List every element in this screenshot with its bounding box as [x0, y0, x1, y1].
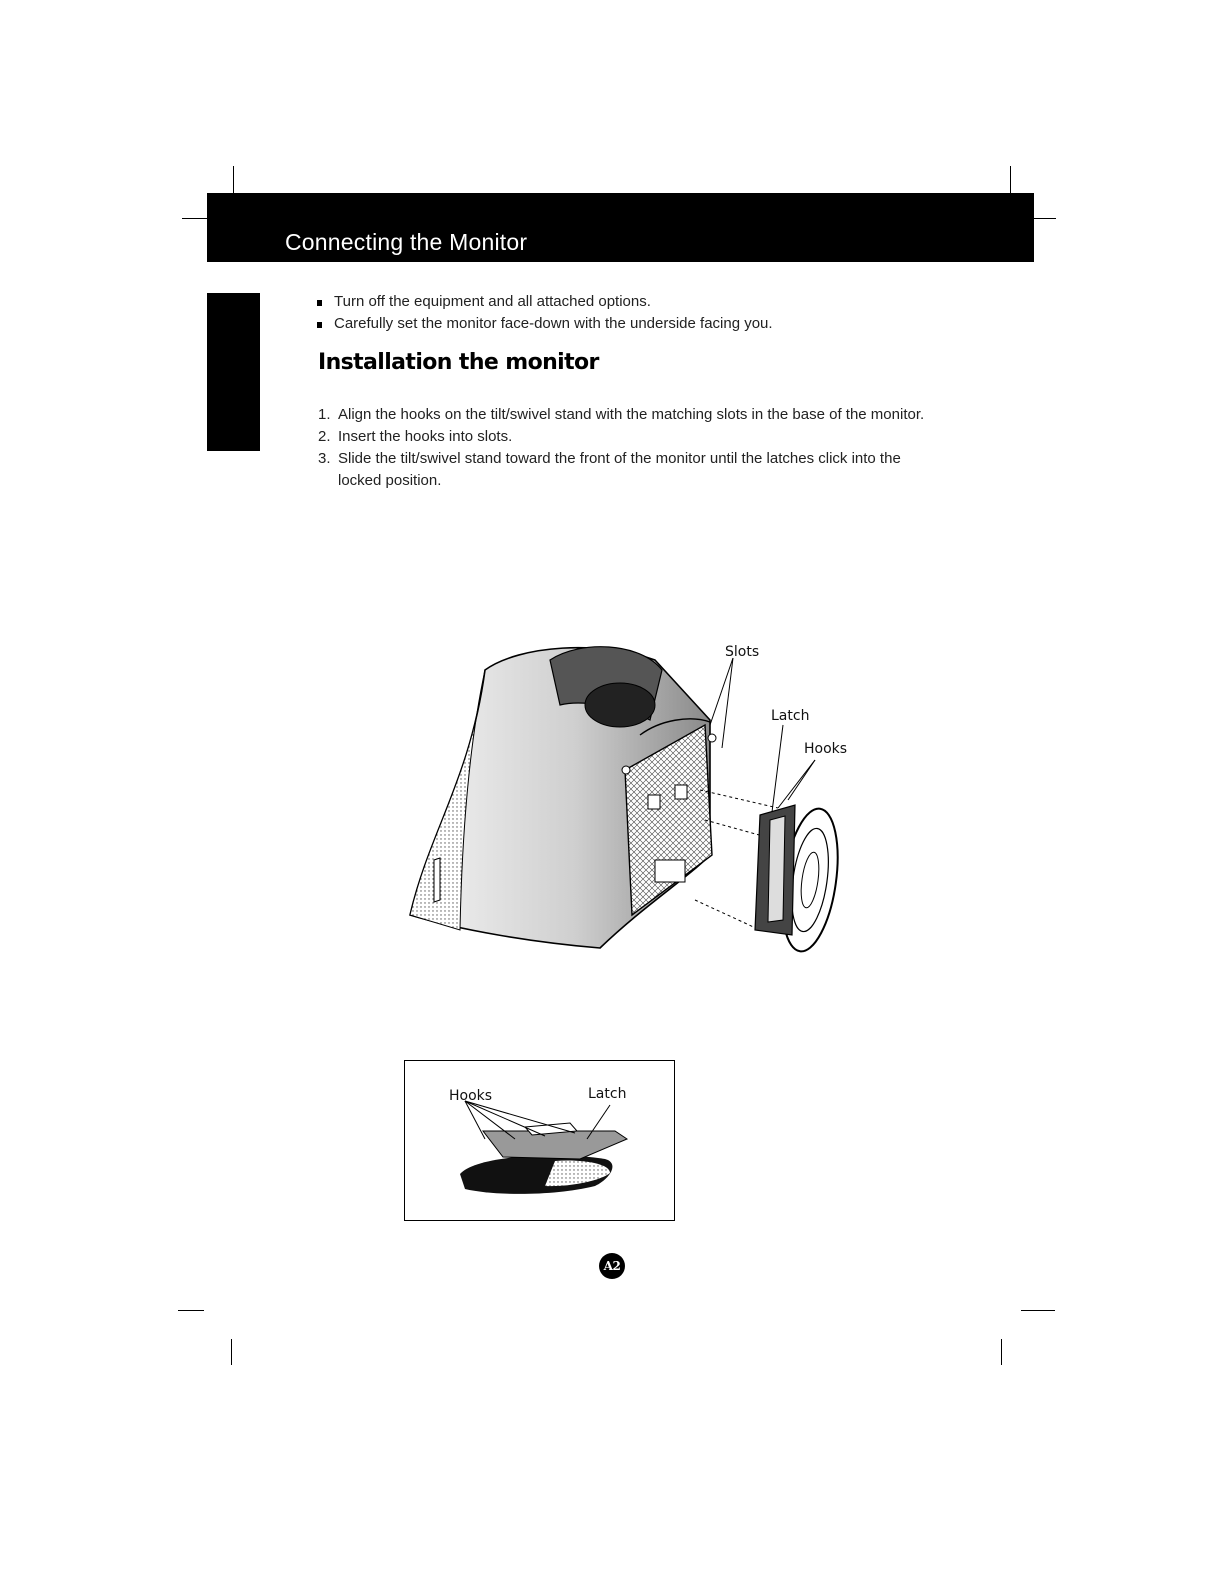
list-item-text: Carefully set the monitor face-down with the underside facing you. [334, 315, 773, 332]
hooks-label: Hooks [804, 741, 848, 757]
side-tab-marker [207, 293, 260, 451]
list-item [317, 313, 957, 335]
inset-hooks-label: Hooks [449, 1088, 493, 1104]
crop-mark-top-right-horizontal [1034, 218, 1056, 219]
precaution-list [317, 291, 957, 335]
stand-underside-drawing [405, 1061, 673, 1219]
crop-mark-top-right-vertical [1010, 166, 1011, 193]
header-bar [207, 193, 1034, 262]
crop-mark-top-left-horizontal [182, 218, 207, 219]
list-item-text: Turn off the equipment and all attached options. [334, 293, 651, 310]
step-text: Insert the hooks into slots. [338, 428, 513, 445]
inset-latch-label: Latch [588, 1086, 627, 1102]
monitor-stand-illustration [400, 630, 880, 980]
crop-mark-bottom-left-vertical [231, 1339, 232, 1365]
step-number: 1. [318, 406, 331, 423]
step-number: 3. [318, 450, 331, 467]
crop-mark-bottom-left-horizontal [178, 1310, 204, 1311]
page-number-badge: A2 [599, 1253, 625, 1279]
step-text: Slide the tilt/swivel stand toward the front of the monitor until the latches click into the locked position. [338, 450, 901, 489]
step-number: 2. [318, 428, 331, 445]
step-item [318, 426, 938, 448]
inset-detail-illustration [404, 1060, 675, 1221]
square-bullet-icon [317, 322, 322, 328]
latch-label: Latch [771, 708, 810, 724]
section-heading: Installation the monitor [318, 350, 599, 375]
list-item [317, 291, 957, 313]
crop-mark-bottom-right-horizontal [1021, 1310, 1055, 1311]
crop-mark-top-left-vertical [233, 166, 234, 193]
square-bullet-icon [317, 300, 322, 306]
slots-label: Slots [725, 644, 760, 660]
step-item [318, 404, 938, 426]
step-item [318, 448, 938, 492]
monitor-drawing [400, 630, 880, 980]
crop-mark-bottom-right-vertical [1001, 1339, 1002, 1365]
instruction-steps [318, 404, 938, 492]
page-title: Connecting the Monitor [285, 229, 528, 255]
step-text: Align the hooks on the tilt/swivel stand with the matching slots in the base of the monitor. [338, 406, 925, 423]
